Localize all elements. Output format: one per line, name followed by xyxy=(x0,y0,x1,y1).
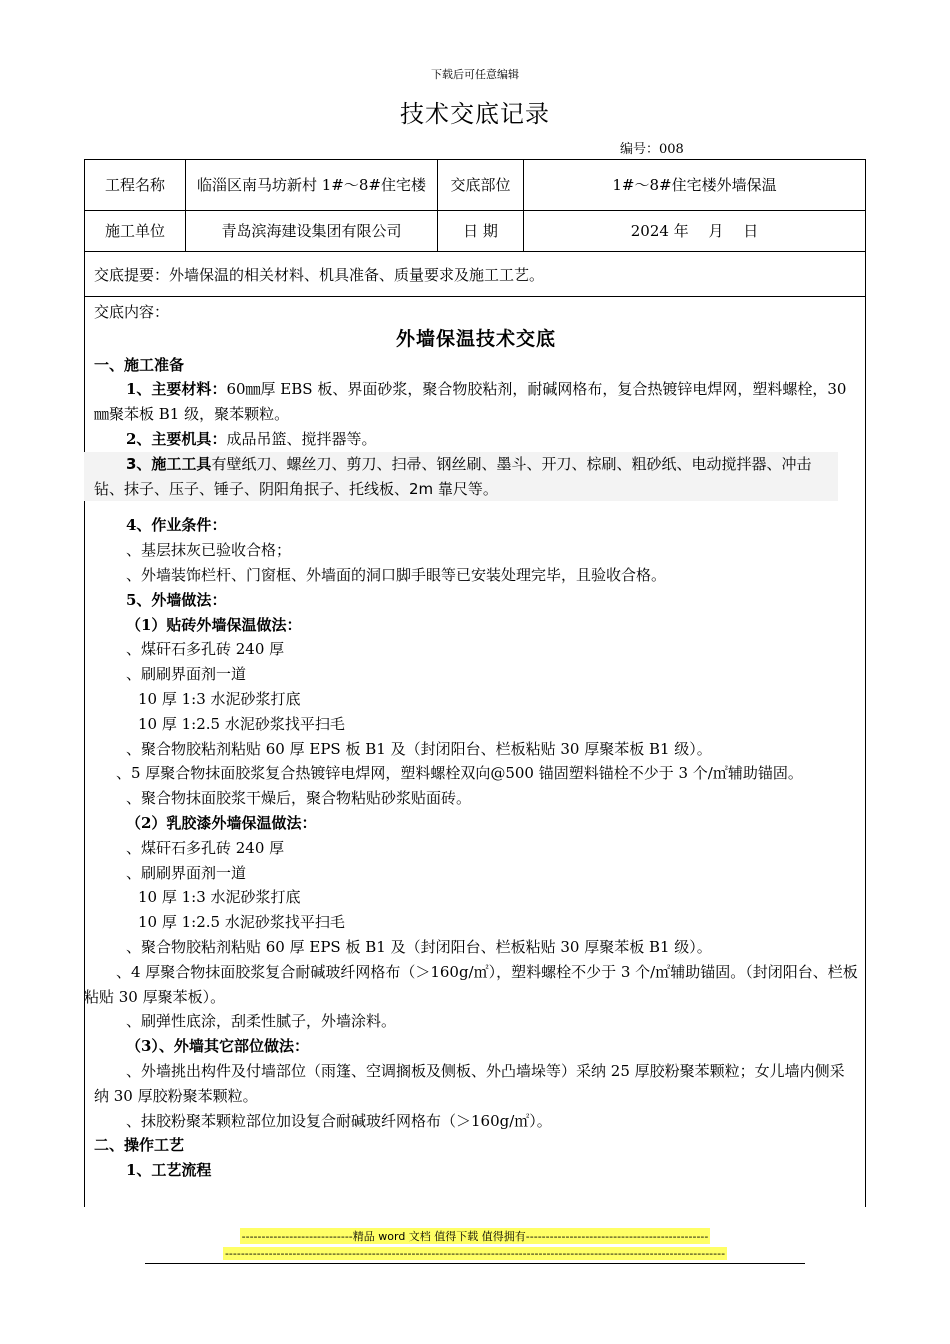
materials-heading: 1、主要材料： xyxy=(126,380,227,399)
method-1-item-7: 、聚合物抹面胶浆干燥后，聚合物粘贴砂浆贴面砖。 xyxy=(126,789,472,808)
method-2-item-6: 、4 厚聚合物抹面胶浆复合耐碱玻纤网格布（＞160g/㎡），塑料螺栓不少于 3 个/㎡辅助锚固。（封闭阳台、栏板粘贴 30 厚聚苯板）。 xyxy=(84,962,858,1006)
materials-paragraph xyxy=(94,377,858,427)
footer-line-1: ----------------------------精品 word 文档 值得下载 值得拥有---------------------------------------------- xyxy=(241,1230,709,1243)
handover-summary: 交底提要：外墙保温的相关材料、机具准备、质量要求及施工工艺。 xyxy=(84,250,866,297)
wall-methods-heading: 5、外墙做法： xyxy=(126,590,227,609)
footer-rule xyxy=(145,1263,805,1264)
project-name-value: 临淄区南马坊新村 1#～8#住宅楼 xyxy=(186,160,438,211)
project-name-label: 工程名称 xyxy=(85,160,186,211)
process-flow-heading: 1、工艺流程 xyxy=(126,1161,212,1180)
construction-unit-value: 青岛滨海建设集团有限公司 xyxy=(186,211,438,252)
equipment-paragraph xyxy=(94,427,858,452)
equipment-heading: 2、主要机具： xyxy=(126,429,227,448)
page-title: 技术交底记录 xyxy=(400,100,550,128)
method-2-item-1: 、煤矸石多孔砖 240 厚 xyxy=(126,838,285,857)
section-operation: 二、操作工艺 xyxy=(94,1136,185,1155)
method-2-item-2: 、刷刷界面剂一道 xyxy=(126,863,247,882)
method-1-heading: （1）贴砖外墙保温做法： xyxy=(126,615,302,634)
method-1-item-6: 、5 厚聚合物抹面胶浆复合热镀锌电焊网，塑料螺栓双向@500 锚固塑料锚栓不少于 3 个/㎡辅助锚固。 xyxy=(116,764,803,783)
tools-heading: 3、施工工具 xyxy=(126,454,212,473)
section-preparation: 一、施工准备 xyxy=(94,355,185,374)
equipment-text: 成品吊篮、搅拌器等。 xyxy=(226,429,377,448)
method-3-item-2: 、抹胶粉聚苯颗粒部位加设复合耐碱玻纤网格布（＞160g/㎡）。 xyxy=(126,1111,552,1130)
info-row-unit xyxy=(85,211,866,252)
spacer xyxy=(94,501,858,513)
conditions-heading: 4、作业条件： xyxy=(126,516,227,535)
date-value: 2024 年 月 日 xyxy=(524,211,866,252)
method-2-item-5: 、聚合物胶粘剂粘贴 60 厚 EPS 板 B1 及（封闭阳台、栏板粘贴 30 厚聚苯板 B1 级）。 xyxy=(126,937,712,956)
tools-text: 有壁纸刀、螺丝刀、剪刀、扫帚、钢丝刷、墨斗、开刀、棕刷、粗砂纸、电动搅拌器、冲击钻、抹子、压子、锤子、阴阳角抿子、托线板、2m 靠尺等。 xyxy=(94,454,812,498)
method-2-item-4: 10 厚 1:2.5 水泥砂浆找平扫毛 xyxy=(138,913,345,932)
content-label: 交底内容： xyxy=(94,303,170,321)
date-label: 日 期 xyxy=(438,211,524,252)
handover-part-label: 交底部位 xyxy=(438,160,524,211)
method-2-item-3: 10 厚 1:3 水泥砂浆打底 xyxy=(138,888,301,907)
handover-content xyxy=(84,300,858,1183)
method-3-heading: （3）、外墙其它部位做法： xyxy=(126,1037,309,1056)
method-2-item-7: 、刷弹性底涂，刮柔性腻子，外墙涂料。 xyxy=(126,1012,397,1031)
method-2-heading: （2）乳胶漆外墙保温做法： xyxy=(126,813,317,832)
info-row-project xyxy=(85,160,866,211)
method-1-item-2: 、刷刷界面剂一道 xyxy=(126,665,247,684)
footer-banner xyxy=(0,1228,950,1260)
method-1-item-3: 10 厚 1:3 水泥砂浆打底 xyxy=(138,689,301,708)
conditions-item-2: 、外墙装饰栏杆、门窗框、外墙面的洞口脚手眼等已安装处理完毕，且验收合格。 xyxy=(126,565,667,584)
method-3-item-1: 、外墙挑出构件及付墙部位（雨篷、空调搁板及侧板、外凸墙垛等）采纳 25 厚胶粉聚苯颗粒；女儿墙内侧采纳 30 厚胶粉聚苯颗粒。 xyxy=(94,1061,845,1105)
info-table xyxy=(84,159,866,252)
method-1-item-5: 、聚合物胶粘剂粘贴 60 厚 EPS 板 B1 及（封闭阳台、栏板粘贴 30 厚聚苯板 B1 级）。 xyxy=(126,739,712,758)
serial-number: 编号：008 xyxy=(620,142,684,157)
conditions-item-1: 、基层抹灰已验收合格； xyxy=(126,541,292,560)
handover-part-value: 1#～8#住宅楼外墙保温 xyxy=(524,160,866,211)
method-1-item-1: 、煤矸石多孔砖 240 厚 xyxy=(126,640,285,659)
content-title: 外墙保温技术交底 xyxy=(395,327,556,350)
footer-line-2: ------------------------------------------------------------------------------------------------------------------------------ xyxy=(224,1247,726,1260)
method-1-item-4: 10 厚 1:2.5 水泥砂浆找平扫毛 xyxy=(138,714,345,733)
materials-text: 60㎜厚 EBS 板、界面砂浆，聚合物胶粘剂，耐碱网格布，复合热镀锌电焊网，塑料螺栓，30㎜聚苯板 B1 级，聚苯颗粒。 xyxy=(94,380,847,424)
tools-paragraph xyxy=(84,452,838,502)
construction-unit-label: 施工单位 xyxy=(85,211,186,252)
download-note: 下载后可任意编辑 xyxy=(431,68,519,81)
